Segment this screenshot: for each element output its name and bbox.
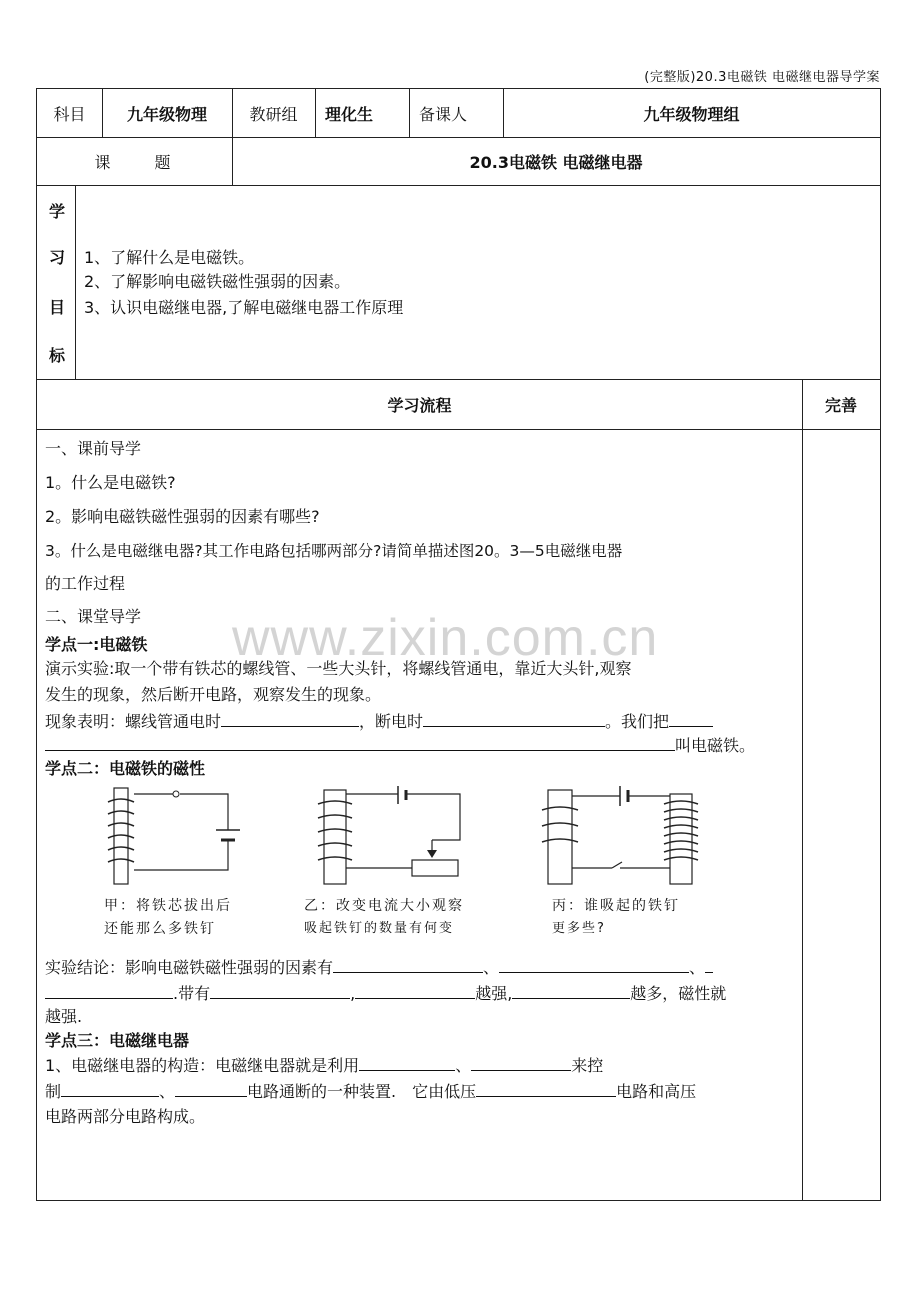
objectives-label-char: 标 xyxy=(49,346,66,365)
figure-b-caption: 乙：改变电流大小观察 xyxy=(304,898,464,914)
relay-text: 电路和高压 xyxy=(616,1082,697,1101)
objectives-label-char: 目 xyxy=(49,298,66,317)
objective-item: 1、了解什么是电磁铁。 xyxy=(84,248,255,267)
topic-label: 课 题 xyxy=(94,152,175,172)
fill-blank[interactable] xyxy=(499,956,689,973)
col-divider xyxy=(75,185,76,379)
watermark: www.zixin.com.cn xyxy=(232,609,659,667)
col-divider xyxy=(802,379,803,1201)
group-label: 教研组 xyxy=(249,104,298,124)
pre-study-title: 一、课前导学 xyxy=(45,439,142,458)
definition-line xyxy=(45,734,755,757)
fill-blank[interactable] xyxy=(61,1080,159,1097)
fill-blank[interactable] xyxy=(355,982,475,999)
fill-blank[interactable] xyxy=(210,982,350,999)
class-study-title: 二、课堂导学 xyxy=(45,607,142,626)
pre-question-1: 1。什么是电磁铁? xyxy=(45,473,176,492)
conclusion-text: 实验结论：影响电磁铁磁性强弱的因素有 xyxy=(45,958,334,977)
phenomenon-text: 现象表明：螺线管通电时 xyxy=(45,712,222,731)
process-header: 学习流程 xyxy=(387,395,452,415)
topic-value: 20.3电磁铁 电磁继电器 xyxy=(469,152,643,172)
phenomenon-line xyxy=(45,710,713,733)
figure-c-caption: 丙：谁吸起的铁钉 xyxy=(552,898,680,914)
point-2-title: 学点二：电磁铁的磁性 xyxy=(45,759,206,778)
fill-blank[interactable] xyxy=(359,1054,455,1071)
relay-line-2 xyxy=(45,1080,696,1103)
point-3-title: 学点三：电磁继电器 xyxy=(45,1031,190,1050)
subject-value: 九年级物理 xyxy=(126,104,207,124)
relay-text: 制 xyxy=(45,1082,62,1101)
conclusion-text: 、 xyxy=(483,958,500,977)
preparer-label: 备课人 xyxy=(419,104,468,124)
conclusion-text: , xyxy=(350,984,356,1003)
figure-c-caption: 更多些? xyxy=(552,921,606,936)
definition-text: 叫电磁铁。 xyxy=(675,736,756,755)
relay-text: 、 xyxy=(159,1082,176,1101)
fill-blank[interactable] xyxy=(423,710,605,727)
conclusion-text: 、 xyxy=(689,958,706,977)
relay-line-1 xyxy=(45,1054,603,1077)
figure-c-two-electromagnets xyxy=(540,780,710,890)
relay-text: 1、电磁继电器的构造：电磁继电器就是利用 xyxy=(45,1056,360,1075)
fill-blank[interactable] xyxy=(45,982,173,999)
fill-blank[interactable] xyxy=(512,982,630,999)
phenomenon-text: 。我们把 xyxy=(605,712,670,731)
conclusion-line-2 xyxy=(45,982,726,1005)
pre-question-2: 2。影响电磁铁磁性强弱的因素有哪些? xyxy=(45,507,320,526)
objectives-label-char: 习 xyxy=(49,248,66,267)
point-1-title: 学点一:电磁铁 xyxy=(45,635,148,654)
phenomenon-text: ，断电时 xyxy=(359,712,424,731)
conclusion-end: 越强. xyxy=(45,1007,83,1026)
figure-b-electromagnet-rheostat xyxy=(310,784,470,890)
relay-text: 、 xyxy=(455,1056,472,1075)
fill-blank[interactable] xyxy=(669,710,713,727)
figure-b-caption: 吸起铁钉的数量有何变 xyxy=(304,921,455,936)
relay-text: 来控 xyxy=(571,1056,604,1075)
conclusion-text: 越多，磁性就 xyxy=(630,984,727,1003)
row-divider xyxy=(37,185,880,186)
objectives-label-char: 学 xyxy=(49,202,66,221)
figure-a-electromagnet-circuit xyxy=(100,784,250,890)
pre-question-3-cont: 的工作过程 xyxy=(45,574,126,593)
objective-item: 3、认识电磁继电器,了解电磁继电器工作原理 xyxy=(84,298,404,317)
conclusion-line xyxy=(45,956,713,979)
document-header: (完整版)20.3电磁铁 电磁继电器导学案 xyxy=(644,70,880,85)
fill-blank[interactable] xyxy=(221,710,359,727)
figure-a-caption: 还能那么多铁钉 xyxy=(104,921,216,937)
figure-a-caption: 甲：将铁芯拔出后 xyxy=(104,898,232,914)
conclusion-text: 越强, xyxy=(475,984,513,1003)
fill-blank[interactable] xyxy=(476,1080,616,1097)
relay-text: 电路通断的一种装置. 它由低压 xyxy=(247,1082,477,1101)
row-divider xyxy=(37,429,880,430)
demo-text-cont: 发生的现象，然后断开电路，观察发生的现象。 xyxy=(45,685,382,704)
fill-blank[interactable] xyxy=(333,956,483,973)
conclusion-text: .带有 xyxy=(173,984,211,1003)
group-value: 理化生 xyxy=(325,104,374,124)
pre-question-3: 3。什么是电磁继电器?其工作电路包括哪两部分?请简单描述图20。3—5电磁继电器 xyxy=(45,542,623,560)
fill-blank[interactable] xyxy=(705,956,713,973)
demo-text: 演示实验:取一个带有铁芯的螺线管、一些大头针，将螺线管通电，靠近大头针,观察 xyxy=(45,659,632,678)
objective-item: 2、了解影响电磁铁磁性强弱的因素。 xyxy=(84,272,351,291)
fill-blank[interactable] xyxy=(471,1054,571,1071)
subject-label: 科目 xyxy=(53,104,86,124)
fill-blank[interactable] xyxy=(175,1080,247,1097)
relay-line-3: 电路两部分电路构成。 xyxy=(45,1107,206,1126)
preparer-value: 九年级物理组 xyxy=(643,104,740,124)
fill-blank[interactable] xyxy=(45,734,675,751)
improve-header: 完善 xyxy=(824,395,857,415)
